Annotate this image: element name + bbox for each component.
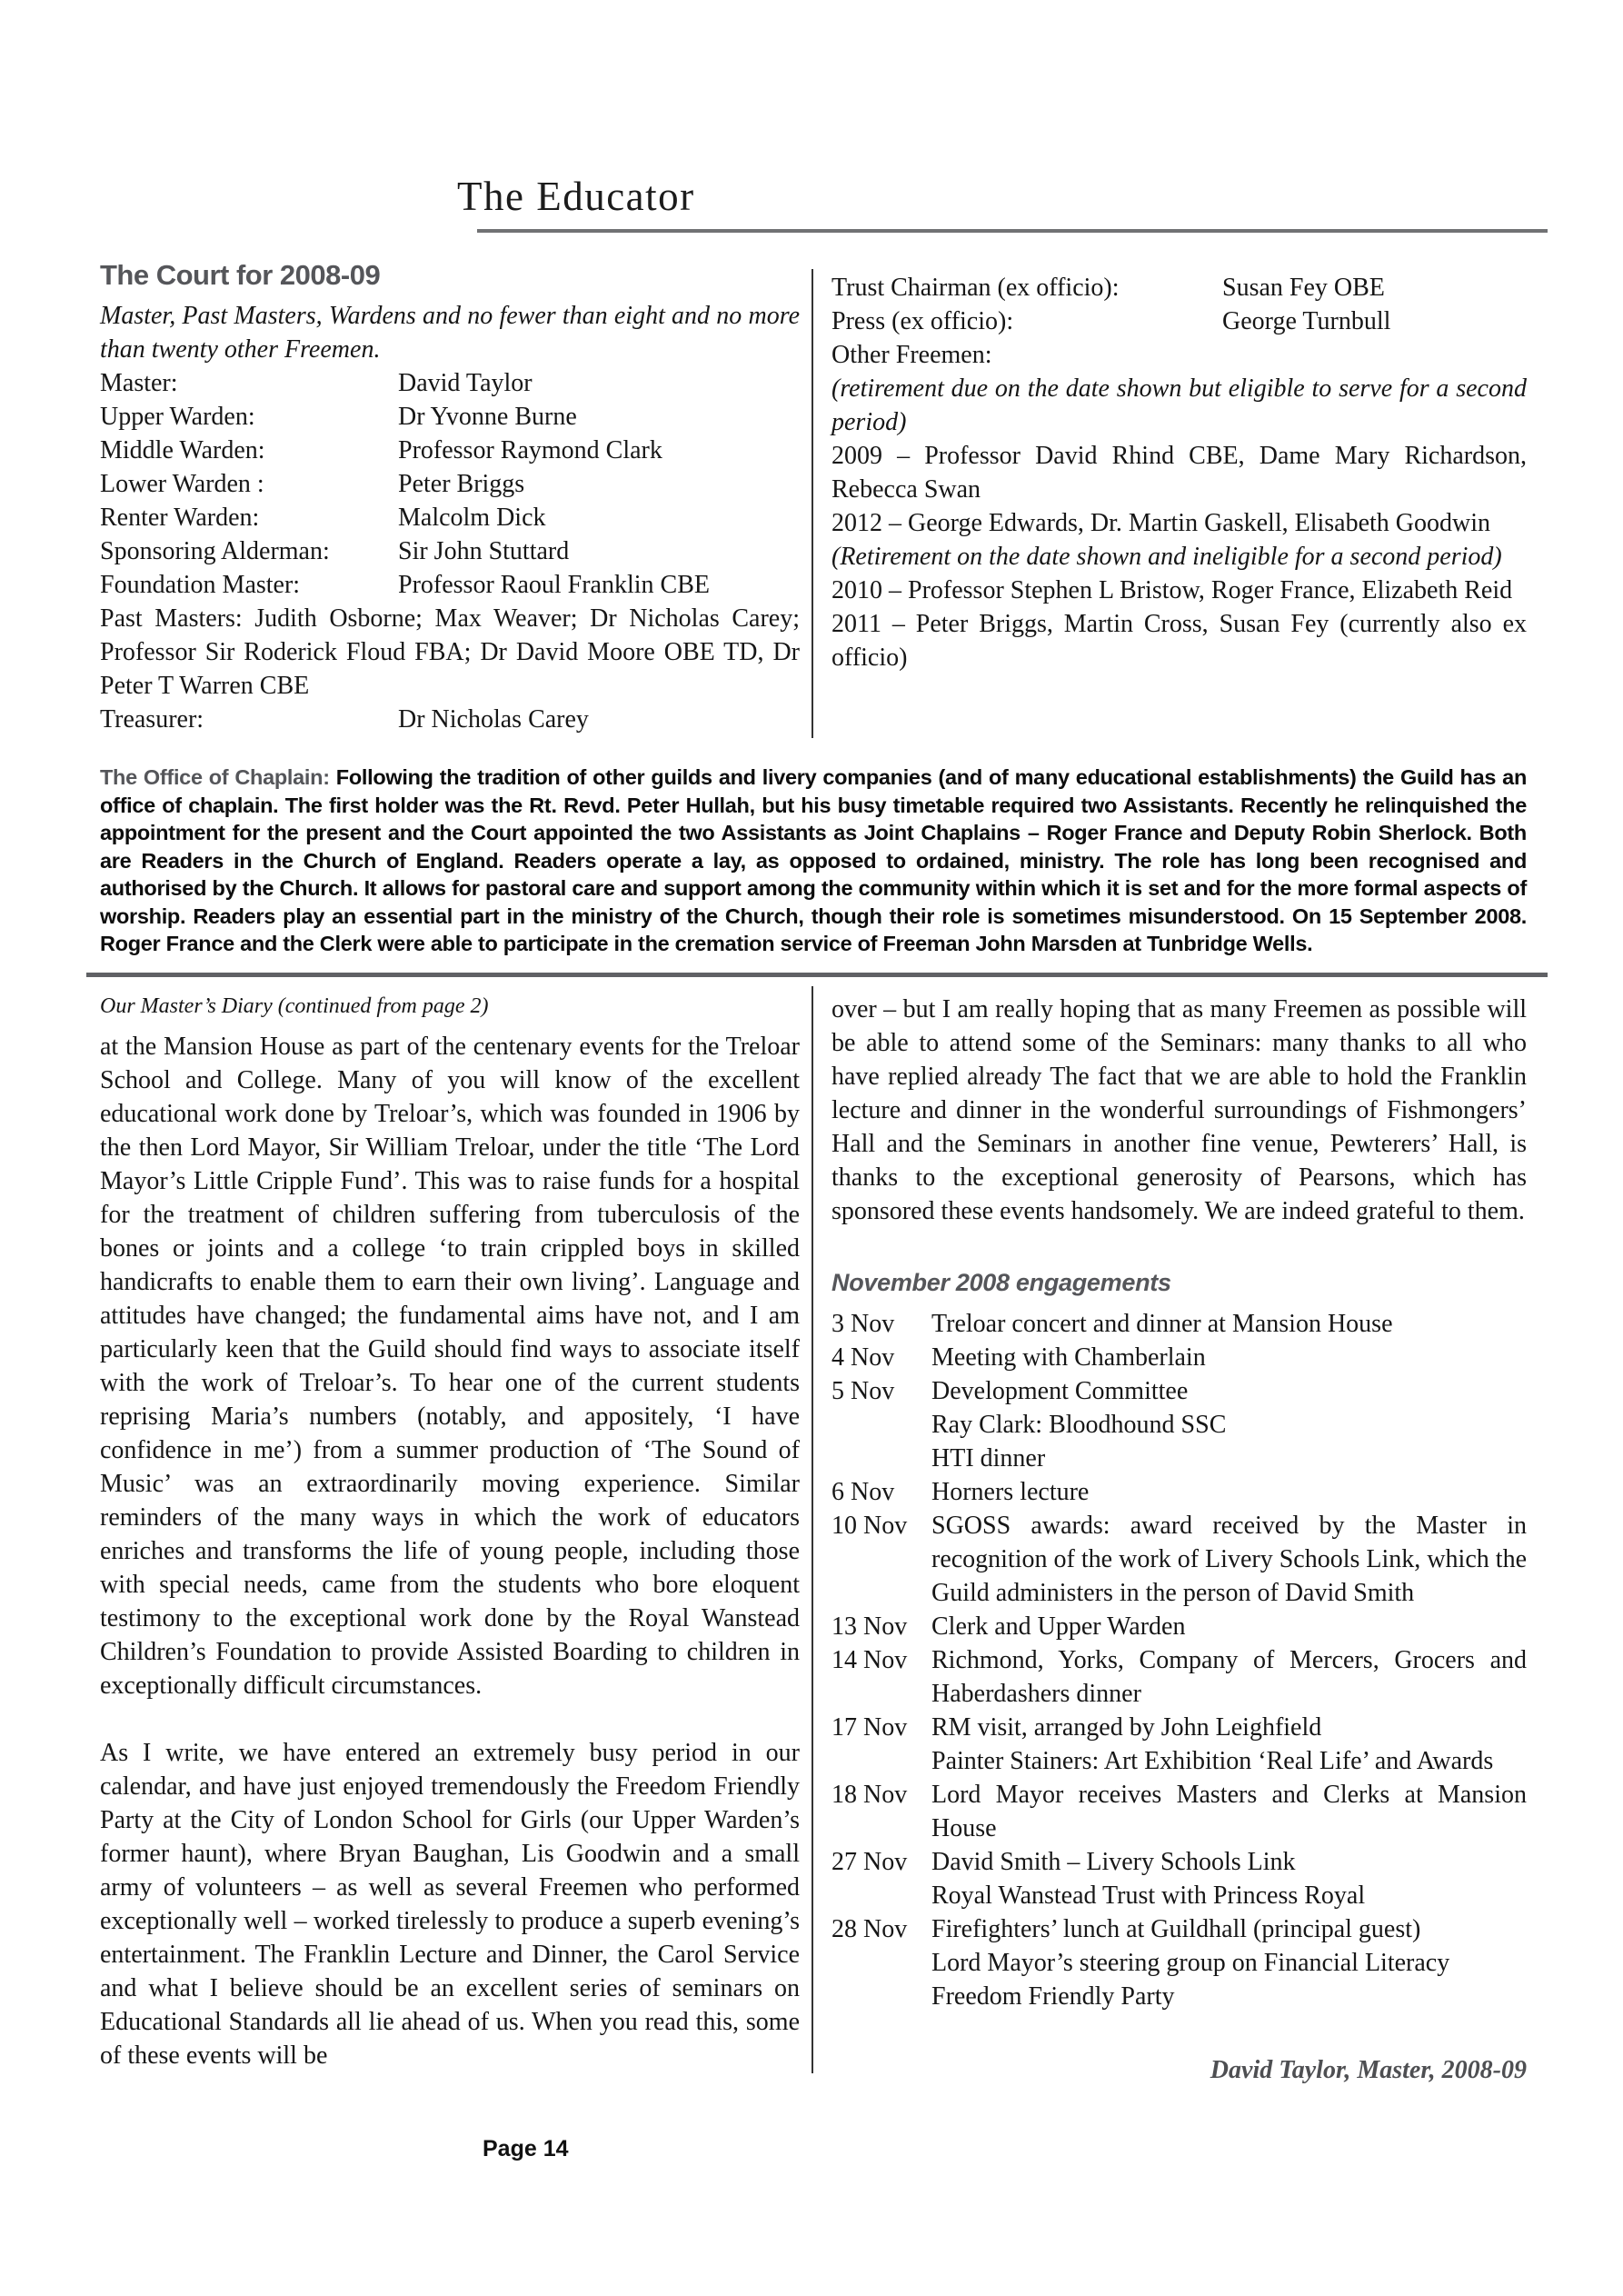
engagement-description: Royal Wanstead Trust with Princess Royal <box>931 1882 1366 1910</box>
court-row <box>100 568 800 602</box>
court-role-value: Professor Raoul Franklin CBE <box>398 571 710 599</box>
engagement-date: 28 Nov <box>831 1915 908 1943</box>
masters-diary-left-column <box>100 993 800 2072</box>
engagement-description: Firefighters’ lunch at Guildhall (principal guest) <box>931 1915 1421 1943</box>
treasurer-row <box>100 703 800 736</box>
body-column-divider <box>812 986 813 2073</box>
title-rule <box>477 229 1548 233</box>
engagement-description: Development Committee <box>931 1377 1189 1405</box>
engagement-date <box>831 1408 931 1442</box>
engagement-description: RM visit, arranged by John Leighfield <box>931 1713 1322 1742</box>
chaplain-notice <box>100 764 1527 958</box>
court-role-label: Foundation Master: <box>100 571 301 599</box>
engagement-date: 4 Nov <box>831 1343 895 1372</box>
engagement-row <box>831 1879 1527 1912</box>
engagement-row <box>831 1610 1527 1643</box>
court-row <box>100 434 800 467</box>
engagement-row <box>831 1946 1527 1980</box>
chaplain-notice-label: The Office of Chaplain: <box>100 765 330 789</box>
engagement-date: 14 Nov <box>831 1646 908 1674</box>
officers-section <box>831 271 1527 674</box>
engagement-description: Lord Mayor’s steering group on Financial Literacy <box>931 1949 1450 1977</box>
freemen-2009-line: 2009 – Professor David Rhind CBE, Dame Mary Richardson, Rebecca Swan <box>831 442 1527 504</box>
diary-heading: Our Master’s Diary (continued from page 2) <box>100 994 489 1018</box>
engagement-description: Freedom Friendly Party <box>931 1982 1175 2011</box>
section-rule <box>86 973 1548 977</box>
engagement-description: HTI dinner <box>931 1444 1046 1472</box>
officer-role-value: George Turnbull <box>1222 307 1391 335</box>
officer-role-label: Press (ex officio): <box>831 307 1014 335</box>
court-role-value: Sir John Stuttard <box>398 537 570 565</box>
engagement-description: Ray Clark: Bloodhound SSC <box>931 1411 1227 1439</box>
officers-roster <box>831 271 1527 338</box>
chaplain-notice-text: Following the tradition of other guilds and livery companies (and of many educational establishments) the Guild has an office of chaplain. The first holder was the Rt. Revd. Peter Hullah, but his busy timetable required two Assistants. Recently he relinquished the appointment for the present and the Court appointed the two Assistants as Joint Chaplains – Roger France and Deputy Robin Sherlock. Both are Readers in the Church of England. Readers operate a lay, as opposed to ordained, ministry. The role has long been recognised and authorised by the Church. It allows for pastoral care and support among the community within which it is set and for the more formal aspects of worship. Readers play an essential part in the ministry of the Church, though their role is sometimes misunderstood. On 15 September 2008. Roger France and the Clerk were able to participate in the cremation service of Freeman John Marsden at Tunbridge Wells. <box>100 765 1528 955</box>
freemen-2012-line: 2012 – George Edwards, Dr. Martin Gaskell, Elisabeth Goodwin <box>831 509 1491 537</box>
diary-paragraph-3: over – but I am really hoping that as many Freemen as possible will be able to attend some of the Seminars: many thanks to all who have replied already The fact that we are able to hold the Franklin lecture and dinner in the wonderful surroundings of Fishmongers’ Hall and the Seminars in another fine venue, Pewterers’ Hall, is thanks to the exceptional generosity of Pearsons, which has sponsored these events handsomely. We are indeed grateful to them. <box>831 995 1527 1225</box>
engagement-date: 17 Nov <box>831 1713 908 1742</box>
past-masters-line: Past Masters: Judith Osborne; Max Weaver; Dr Nicholas Carey; Professor Sir Roderick Floud FBA; Dr David Moore OBE TD, Dr Peter T Warren CBE <box>100 604 800 700</box>
court-roster <box>100 366 800 602</box>
engagement-row <box>831 1475 1527 1509</box>
masters-diary-right-column <box>831 993 1527 2087</box>
diary-paragraph-2: As I write, we have entered an extremely busy period in our calendar, and have just enjoyed tremendously the Freedom Friendly Party at the City of London School for Girls (our Upper Warden’s former haunt), where Bryan Baughan, Lis Goodwin and a small army of volunteers – as well as several Freemen who performed exceptionally well – worked tirelessly to produce a superb evening’s entertainment. The Franklin Lecture and Dinner, the Carol Service and what I believe should be an excellent series of seminars on Educational Standards all lie ahead of us. When you read this, some of these events will be <box>100 1739 800 2070</box>
court-role-value: Dr Yvonne Burne <box>398 403 577 431</box>
engagement-row <box>831 1711 1527 1744</box>
other-freemen-label: Other Freemen: <box>831 341 992 369</box>
engagement-date <box>831 1879 931 1912</box>
page-title: The Educator <box>457 174 695 219</box>
treasurer-value: Dr Nicholas Carey <box>398 705 589 734</box>
engagement-date <box>831 1442 931 1475</box>
engagement-row <box>831 1442 1527 1475</box>
engagement-description: Horners lecture <box>931 1478 1090 1506</box>
court-role-label: Renter Warden: <box>100 504 260 532</box>
treasurer-label: Treasurer: <box>100 705 204 734</box>
court-role-label: Sponsoring Alderman: <box>100 537 330 565</box>
engagement-description: Treloar concert and dinner at Mansion House <box>931 1310 1393 1338</box>
engagement-row <box>831 1912 1527 1946</box>
page-number: Page 14 <box>483 2136 569 2161</box>
officer-row <box>831 271 1527 304</box>
engagements-heading: November 2008 engagements <box>831 1269 1171 1296</box>
engagement-description: Lord Mayor receives Masters and Clerks at Mansion House <box>931 1781 1527 1842</box>
master-signature: David Taylor, Master, 2008-09 <box>1210 2056 1527 2084</box>
officer-role-value: Susan Fey OBE <box>1222 274 1385 302</box>
top-column-divider <box>812 269 813 738</box>
engagement-date: 6 Nov <box>831 1478 895 1506</box>
court-role-label: Upper Warden: <box>100 403 255 431</box>
court-heading: The Court for 2008-09 <box>100 259 381 291</box>
engagement-row <box>831 1643 1527 1711</box>
engagements-list <box>831 1307 1527 2013</box>
engagement-description: Richmond, Yorks, Company of Mercers, Grocers and Haberdashers dinner <box>931 1646 1527 1708</box>
engagement-date: 18 Nov <box>831 1781 908 1809</box>
engagement-date <box>831 1946 931 1980</box>
engagement-date: 5 Nov <box>831 1377 895 1405</box>
court-role-value: Professor Raymond Clark <box>398 436 662 464</box>
engagement-row <box>831 1408 1527 1442</box>
court-row <box>100 534 800 568</box>
court-section <box>100 258 800 736</box>
engagement-date <box>831 1744 931 1778</box>
court-row <box>100 366 800 400</box>
retirement-note-eligible: (retirement due on the date shown but eligible to serve for a second period) <box>831 374 1527 436</box>
engagement-description: Painter Stainers: Art Exhibition ‘Real Life’ and Awards <box>931 1747 1494 1775</box>
engagement-row <box>831 1980 1527 2013</box>
engagement-row <box>831 1778 1527 1845</box>
officer-role-label: Trust Chairman (ex officio): <box>831 274 1120 302</box>
court-role-label: Middle Warden: <box>100 436 265 464</box>
engagement-description: SGOSS awards: award received by the Master in recognition of the work of Livery Schools Link, which the Guild administers in the person of David Smith <box>931 1512 1527 1607</box>
court-role-label: Lower Warden : <box>100 470 264 498</box>
retirement-note-ineligible: (Retirement on the date shown and ineligible for a second period) <box>831 543 1502 571</box>
engagement-description: Meeting with Chamberlain <box>931 1343 1206 1372</box>
engagement-row <box>831 1845 1527 1879</box>
engagement-row <box>831 1374 1527 1408</box>
engagement-description: David Smith – Livery Schools Link <box>931 1848 1296 1876</box>
court-row <box>100 400 800 434</box>
engagement-date: 3 Nov <box>831 1310 895 1338</box>
court-role-label: Master: <box>100 369 178 397</box>
engagement-date: 10 Nov <box>831 1512 908 1540</box>
engagement-description: Clerk and Upper Warden <box>931 1612 1186 1641</box>
engagement-date: 27 Nov <box>831 1848 908 1876</box>
diary-paragraph-1: at the Mansion House as part of the centenary events for the Treloar School and College. Many of you will know of the excellent educational work done by Treloar’s, which was founded in 1906 by the then Lord Mayor, Sir William Treloar, under the title ‘The Lord Mayor’s Little Cripple Fund’. This was to raise funds for a hospital for the treatment of children suffering from tuberculosis of the bones or joints and a college ‘to train crippled boys in skilled handicrafts to enable them to earn their own living’. Language and attitudes have changed; the fundamental aims have not, and I am particularly keen that the Guild should find ways to associate itself with the work of Treloar’s. To hear one of the current students reprising Maria’s numbers (notably, and appositely, ‘I have confidence in me’) from a summer production of ‘The Sound of Music’ was an extraordinarily moving experience. Similar reminders of the many ways in which the work of educators enriches and transforms the life of young people, including those with special needs, came from the students who bore eloquent testimony to the exceptional work done by the Royal Wanstead Children’s Foundation to provide Assisted Boarding to children in exceptionally difficult circumstances. <box>100 1033 800 1700</box>
engagement-row <box>831 1744 1527 1778</box>
freemen-2010-line: 2010 – Professor Stephen L Bristow, Roger France, Elizabeth Reid <box>831 576 1513 604</box>
court-row <box>100 501 800 534</box>
court-row <box>100 467 800 501</box>
court-role-value: David Taylor <box>398 369 533 397</box>
engagement-date: 13 Nov <box>831 1612 908 1641</box>
freemen-2011-line: 2011 – Peter Briggs, Martin Cross, Susan Fey (currently also ex officio) <box>831 610 1527 672</box>
court-role-value: Malcolm Dick <box>398 504 546 532</box>
court-intro: Master, Past Masters, Wardens and no fewer than eight and no more than twenty other Freemen. <box>100 302 800 364</box>
officer-row <box>831 304 1527 338</box>
engagement-row <box>831 1307 1527 1341</box>
court-role-value: Peter Briggs <box>398 470 525 498</box>
engagement-date <box>831 1980 931 2013</box>
engagement-row <box>831 1509 1527 1610</box>
engagement-row <box>831 1341 1527 1374</box>
